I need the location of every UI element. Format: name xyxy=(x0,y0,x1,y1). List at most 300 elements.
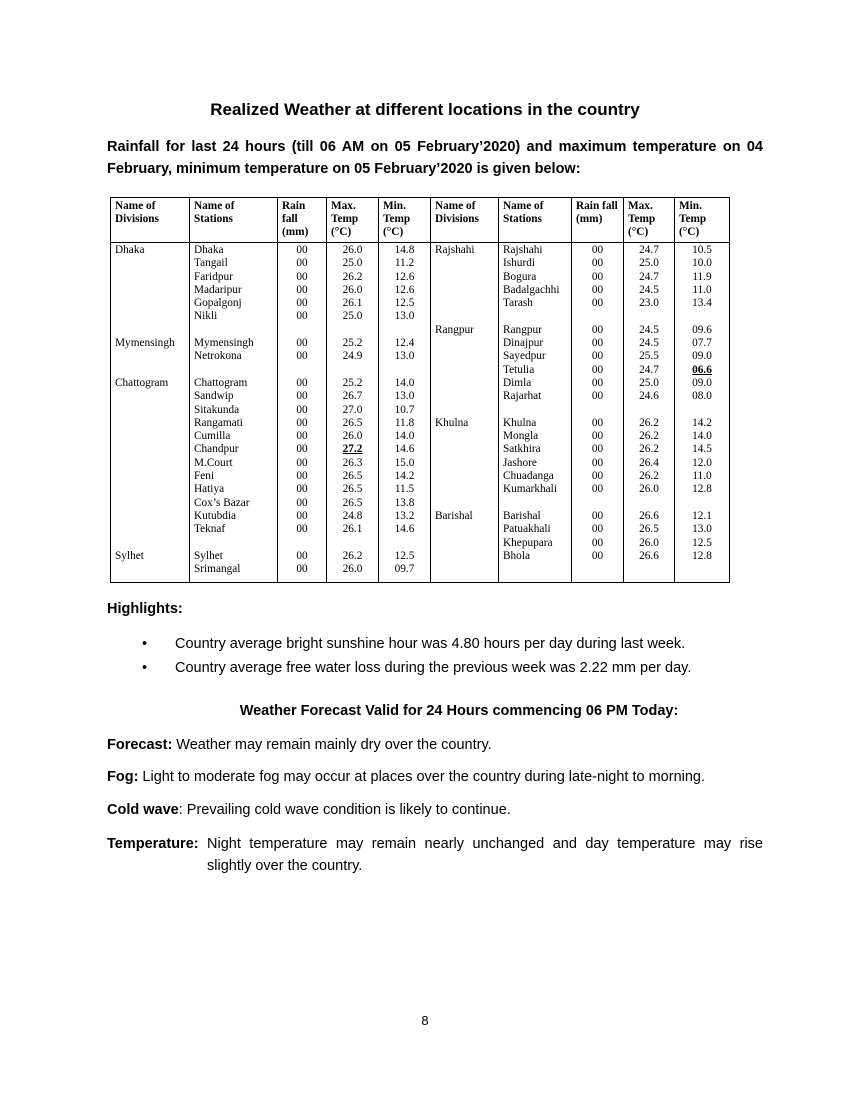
table-cell: 14.2 xyxy=(675,417,730,430)
table-cell xyxy=(111,470,190,483)
table-cell: 24.5 xyxy=(624,337,675,350)
table-cell xyxy=(499,404,572,417)
table-cell: 26.5 xyxy=(624,523,675,536)
table-cell: 26.1 xyxy=(327,523,379,536)
table-row xyxy=(111,443,730,456)
table-body xyxy=(111,243,730,583)
table-cell: 00 xyxy=(572,297,624,310)
table-cell: 00 xyxy=(278,390,327,403)
coldwave-text: : Prevailing cold wave condition is likely to continue. xyxy=(178,802,511,818)
table-cell xyxy=(431,297,499,310)
table-cell: 11.2 xyxy=(379,257,431,270)
table-cell: 00 xyxy=(278,483,327,496)
table-cell xyxy=(431,364,499,377)
table-cell xyxy=(431,483,499,496)
coldwave-label: Cold wave xyxy=(107,802,179,818)
table-cell: 13.0 xyxy=(379,310,431,323)
table-cell xyxy=(431,443,499,456)
table-cell: 13.2 xyxy=(379,510,431,523)
table-row xyxy=(111,523,730,536)
table-cell: 14.5 xyxy=(675,443,730,456)
table-cell xyxy=(624,497,675,510)
table-cell: Dinajpur xyxy=(499,337,572,350)
table-row xyxy=(111,483,730,496)
table-cell xyxy=(431,523,499,536)
table-cell: 26.0 xyxy=(624,537,675,550)
fog-text: Light to moderate fog may occur at places over the country during late-night to morning. xyxy=(138,769,706,785)
table-cell: 00 xyxy=(278,377,327,390)
table-cell: 12.1 xyxy=(675,510,730,523)
table-cell: 26.0 xyxy=(327,243,379,258)
table-cell xyxy=(111,457,190,470)
table-cell: 00 xyxy=(278,470,327,483)
table-cell xyxy=(431,284,499,297)
table-cell: Khulna xyxy=(431,417,499,430)
table-cell: 25.0 xyxy=(327,257,379,270)
temperature-label: Temperature: xyxy=(107,836,199,852)
table-cell xyxy=(111,297,190,310)
header-cell: Max. Temp (°C) xyxy=(624,198,675,243)
table-cell xyxy=(278,537,327,550)
table-cell: 14.0 xyxy=(379,377,431,390)
table-cell xyxy=(499,497,572,510)
table-cell: 26.0 xyxy=(327,430,379,443)
table-cell xyxy=(431,537,499,550)
table-row xyxy=(111,350,730,363)
table-cell: 26.6 xyxy=(624,510,675,523)
table-cell: Kutubdia xyxy=(190,510,278,523)
table-cell: 26.3 xyxy=(327,457,379,470)
table-cell xyxy=(431,310,499,323)
table-cell: Kumarkhali xyxy=(499,483,572,496)
table-cell: 00 xyxy=(572,457,624,470)
table-cell: 26.2 xyxy=(624,430,675,443)
table-cell: Cox’s Bazar xyxy=(190,497,278,510)
table-cell: 00 xyxy=(278,497,327,510)
table-cell: 26.2 xyxy=(327,550,379,563)
table-cell xyxy=(327,364,379,377)
table-cell: 24.7 xyxy=(624,271,675,284)
table-cell xyxy=(111,271,190,284)
table-cell: 25.0 xyxy=(327,310,379,323)
table-cell xyxy=(111,443,190,456)
table-cell: Rangpur xyxy=(499,324,572,337)
table-cell xyxy=(431,257,499,270)
table-cell: Barishal xyxy=(499,510,572,523)
table-cell xyxy=(111,257,190,270)
table-cell: 00 xyxy=(278,430,327,443)
table-cell: 00 xyxy=(278,310,327,323)
header-cell: Name of Stations xyxy=(499,198,572,243)
table-cell: Sayedpur xyxy=(499,350,572,363)
temperature-text: Night temperature may remain nearly unchanged and day temperature may rise slightly over the country. xyxy=(207,836,763,874)
table-cell: 07.7 xyxy=(675,337,730,350)
table-cell: 23.0 xyxy=(624,297,675,310)
table-cell: Khulna xyxy=(499,417,572,430)
table-cell: 12.6 xyxy=(379,271,431,284)
table-cell xyxy=(190,364,278,377)
header-cell: Min. Temp (°C) xyxy=(379,198,431,243)
table-cell: 12.6 xyxy=(379,284,431,297)
table-cell: Sandwip xyxy=(190,390,278,403)
table-cell: 26.0 xyxy=(327,563,379,583)
table-cell: Ishurdi xyxy=(499,257,572,270)
table-cell: 00 xyxy=(278,523,327,536)
table-cell xyxy=(278,364,327,377)
table-cell: Bhola xyxy=(499,550,572,563)
table-row xyxy=(111,377,730,390)
table-cell xyxy=(111,497,190,510)
table-row xyxy=(111,470,730,483)
table-cell xyxy=(431,350,499,363)
table-cell xyxy=(572,404,624,417)
table-cell: 25.2 xyxy=(327,337,379,350)
table-cell xyxy=(278,324,327,337)
table-cell: 24.6 xyxy=(624,390,675,403)
table-cell: 00 xyxy=(278,404,327,417)
table-cell xyxy=(572,310,624,323)
table-cell xyxy=(379,537,431,550)
header-cell: Max. Temp (°C) xyxy=(327,198,379,243)
table-cell xyxy=(431,430,499,443)
table-cell: 13.4 xyxy=(675,297,730,310)
table-cell: 13.8 xyxy=(379,497,431,510)
table-cell: Madaripur xyxy=(190,284,278,297)
table-cell xyxy=(379,364,431,377)
table-cell: Satkhira xyxy=(499,443,572,456)
bullet-icon: • xyxy=(142,636,148,652)
table-cell xyxy=(624,563,675,583)
table-cell: Badalgachhi xyxy=(499,284,572,297)
table-cell: 24.7 xyxy=(624,243,675,258)
table-cell: 00 xyxy=(278,510,327,523)
table-cell xyxy=(111,563,190,583)
table-cell: 08.0 xyxy=(675,390,730,403)
table-cell: 00 xyxy=(572,537,624,550)
header-cell: Rain fall (mm) xyxy=(278,198,327,243)
table-cell: Rangamati xyxy=(190,417,278,430)
table-cell: 00 xyxy=(572,523,624,536)
table-cell: Chattogram xyxy=(190,377,278,390)
table-cell: Netrokona xyxy=(190,350,278,363)
list-item xyxy=(142,632,691,656)
table-cell: 14.0 xyxy=(675,430,730,443)
table-row xyxy=(111,417,730,430)
table-cell: Rajarhat xyxy=(499,390,572,403)
table-cell xyxy=(327,324,379,337)
table-cell: 00 xyxy=(572,364,624,377)
table-cell: 14.6 xyxy=(379,443,431,456)
table-cell: 00 xyxy=(572,324,624,337)
table-cell: Dimla xyxy=(499,377,572,390)
table-cell xyxy=(499,563,572,583)
table-cell: 26.2 xyxy=(624,470,675,483)
table-cell: 12.4 xyxy=(379,337,431,350)
highlights-list xyxy=(142,632,691,680)
highlight-text: Country average free water loss during the previous week was 2.22 mm per day. xyxy=(175,660,692,676)
table-cell: 26.5 xyxy=(327,497,379,510)
table-cell: 10.0 xyxy=(675,257,730,270)
table-cell: 25.0 xyxy=(624,257,675,270)
table-cell: 25.0 xyxy=(624,377,675,390)
table-row xyxy=(111,563,730,583)
table-cell: 00 xyxy=(278,297,327,310)
table-cell xyxy=(111,324,190,337)
table-cell xyxy=(431,563,499,583)
table-cell: 12.8 xyxy=(675,550,730,563)
table-cell: 00 xyxy=(572,257,624,270)
table-row xyxy=(111,457,730,470)
table-cell: 24.5 xyxy=(624,284,675,297)
table-cell: 09.6 xyxy=(675,324,730,337)
table-row xyxy=(111,497,730,510)
table-cell xyxy=(572,563,624,583)
table-cell: 24.9 xyxy=(327,350,379,363)
table-cell: 00 xyxy=(572,243,624,258)
table-cell: 24.7 xyxy=(624,364,675,377)
table-cell: Mymensingh xyxy=(111,337,190,350)
forecast-text: Weather may remain mainly dry over the country. xyxy=(172,737,492,753)
table-cell: 06.6 xyxy=(675,364,730,377)
table-cell: Dhaka xyxy=(111,243,190,258)
table-cell: 00 xyxy=(572,417,624,430)
table-cell: Chuadanga xyxy=(499,470,572,483)
table-cell: 26.5 xyxy=(327,470,379,483)
table-cell: 14.0 xyxy=(379,430,431,443)
table-cell xyxy=(431,271,499,284)
forecast-paragraph xyxy=(107,734,763,756)
table-cell: 00 xyxy=(572,350,624,363)
weather-table xyxy=(110,197,730,583)
table-cell: Cumilla xyxy=(190,430,278,443)
table-cell: 13.0 xyxy=(675,523,730,536)
table-row xyxy=(111,337,730,350)
table-cell xyxy=(431,470,499,483)
table-cell: 00 xyxy=(278,443,327,456)
table-cell xyxy=(111,483,190,496)
table-cell xyxy=(111,523,190,536)
table-cell: 26.5 xyxy=(327,417,379,430)
table-cell: 24.5 xyxy=(624,324,675,337)
table-cell: 09.7 xyxy=(379,563,431,583)
table-cell: 26.2 xyxy=(327,271,379,284)
table-cell: 14.8 xyxy=(379,243,431,258)
table-cell: 00 xyxy=(278,243,327,258)
header-cell: Rain fall (mm) xyxy=(572,198,624,243)
page-number: 8 xyxy=(421,1013,429,1028)
table-row xyxy=(111,537,730,550)
table-cell: 26.6 xyxy=(624,550,675,563)
table-cell: 24.8 xyxy=(327,510,379,523)
table-cell: Jashore xyxy=(499,457,572,470)
table-cell xyxy=(675,497,730,510)
table-cell: 00 xyxy=(278,550,327,563)
table-cell: Faridpur xyxy=(190,271,278,284)
table-cell xyxy=(675,563,730,583)
table-cell: 00 xyxy=(278,457,327,470)
header-cell: Name of Stations xyxy=(190,198,278,243)
table-header-row xyxy=(111,198,730,243)
table-cell: Dhaka xyxy=(190,243,278,258)
forecast-heading: Weather Forecast Valid for 24 Hours commencing 06 PM Today: xyxy=(239,703,679,719)
table-cell: 25.2 xyxy=(327,377,379,390)
table-cell: 00 xyxy=(572,483,624,496)
table-cell: Sylhet xyxy=(111,550,190,563)
table-cell: Tangail xyxy=(190,257,278,270)
table-cell: 14.6 xyxy=(379,523,431,536)
table-row xyxy=(111,297,730,310)
table-cell: Chandpur xyxy=(190,443,278,456)
table-cell: Rajshahi xyxy=(431,243,499,258)
table-cell: 11.0 xyxy=(675,284,730,297)
table-cell: 00 xyxy=(278,350,327,363)
table-cell: 15.0 xyxy=(379,457,431,470)
table-cell: Patuakhali xyxy=(499,523,572,536)
table-cell: 26.0 xyxy=(327,284,379,297)
table-cell: 26.2 xyxy=(624,417,675,430)
table-row xyxy=(111,510,730,523)
table-cell: Sylhet xyxy=(190,550,278,563)
table-cell: 27.2 xyxy=(327,443,379,456)
coldwave-paragraph xyxy=(107,799,763,821)
table-cell: 11.9 xyxy=(675,271,730,284)
table-cell: 26.5 xyxy=(327,483,379,496)
table-row xyxy=(111,390,730,403)
table-row xyxy=(111,430,730,443)
fog-paragraph xyxy=(107,766,763,788)
table-cell: M.Court xyxy=(190,457,278,470)
table-cell: 10.5 xyxy=(675,243,730,258)
table-cell: 00 xyxy=(572,470,624,483)
table-cell: 09.0 xyxy=(675,377,730,390)
table-cell: Tarash xyxy=(499,297,572,310)
table-cell xyxy=(431,457,499,470)
table-cell: Gopalgonj xyxy=(190,297,278,310)
table-cell xyxy=(327,537,379,550)
table-row xyxy=(111,550,730,563)
table-cell xyxy=(111,310,190,323)
table-cell xyxy=(431,390,499,403)
header-cell: Name of Divisions xyxy=(111,198,190,243)
table-cell xyxy=(111,430,190,443)
table-cell xyxy=(624,310,675,323)
table-cell: Srimangal xyxy=(190,563,278,583)
table-cell xyxy=(572,497,624,510)
table-cell: 26.1 xyxy=(327,297,379,310)
table-cell xyxy=(499,310,572,323)
table-cell: Teknaf xyxy=(190,523,278,536)
table-cell: 00 xyxy=(572,443,624,456)
table-cell: 25.5 xyxy=(624,350,675,363)
table-cell: 00 xyxy=(572,510,624,523)
table-cell: 00 xyxy=(572,430,624,443)
fog-label: Fog: xyxy=(107,769,139,785)
table-cell: 00 xyxy=(572,550,624,563)
table-cell: 26.4 xyxy=(624,457,675,470)
forecast-label: Forecast: xyxy=(107,737,173,753)
table-row xyxy=(111,243,730,258)
table-row xyxy=(111,324,730,337)
table-cell xyxy=(190,537,278,550)
table-cell: 14.2 xyxy=(379,470,431,483)
table-cell xyxy=(111,350,190,363)
table-cell: 12.8 xyxy=(675,483,730,496)
table-cell: 11.0 xyxy=(675,470,730,483)
table-cell: Chattogram xyxy=(111,377,190,390)
table-cell: 00 xyxy=(278,417,327,430)
page-title: Realized Weather at different locations in the country xyxy=(210,100,640,119)
table-cell xyxy=(111,284,190,297)
table-row xyxy=(111,271,730,284)
table-cell: 00 xyxy=(572,284,624,297)
table-cell xyxy=(675,404,730,417)
list-item xyxy=(142,656,691,680)
table-cell xyxy=(431,550,499,563)
bullet-icon: • xyxy=(142,660,148,676)
table-cell: Hatiya xyxy=(190,483,278,496)
table-cell: Nikli xyxy=(190,310,278,323)
table-cell xyxy=(190,324,278,337)
table-row xyxy=(111,284,730,297)
table-row xyxy=(111,310,730,323)
table-cell: 26.0 xyxy=(624,483,675,496)
table-cell: 00 xyxy=(572,337,624,350)
table-cell xyxy=(624,404,675,417)
table-cell: 00 xyxy=(572,271,624,284)
table-cell: Mongla xyxy=(499,430,572,443)
table-cell xyxy=(111,364,190,377)
header-cell: Min. Temp (°C) xyxy=(675,198,730,243)
table-cell: 26.7 xyxy=(327,390,379,403)
highlights-heading: Highlights: xyxy=(107,601,183,617)
table-cell xyxy=(675,310,730,323)
table-cell: Tetulia xyxy=(499,364,572,377)
table-cell: 26.2 xyxy=(624,443,675,456)
table-cell: 12.5 xyxy=(675,537,730,550)
table-cell: Feni xyxy=(190,470,278,483)
table-cell xyxy=(431,377,499,390)
table-cell: Barishal xyxy=(431,510,499,523)
table-cell: Rangpur xyxy=(431,324,499,337)
table-cell xyxy=(431,497,499,510)
table-cell: 00 xyxy=(278,337,327,350)
table-cell: 12.0 xyxy=(675,457,730,470)
table-row xyxy=(111,364,730,377)
table-cell: 00 xyxy=(572,390,624,403)
table-cell: 11.8 xyxy=(379,417,431,430)
table-row xyxy=(111,404,730,417)
table-cell xyxy=(431,337,499,350)
temperature-paragraph xyxy=(107,833,763,877)
table-cell xyxy=(111,390,190,403)
table-cell: Mymensingh xyxy=(190,337,278,350)
table-cell: 27.0 xyxy=(327,404,379,417)
table-cell xyxy=(111,537,190,550)
highlight-text: Country average bright sunshine hour was 4.80 hours per day during last week. xyxy=(175,636,686,652)
table-cell: 00 xyxy=(278,257,327,270)
table-cell: 00 xyxy=(572,377,624,390)
table-cell: 10.7 xyxy=(379,404,431,417)
table-cell: 13.0 xyxy=(379,350,431,363)
table-cell xyxy=(111,417,190,430)
intro-paragraph: Rainfall for last 24 hours (till 06 AM on 05 February’2020) and maximum temperature on 04 February, minimum temperature on 05 February’2020 is given below: xyxy=(107,139,763,177)
table-cell xyxy=(431,404,499,417)
table-cell: 09.0 xyxy=(675,350,730,363)
table-cell: Bogura xyxy=(499,271,572,284)
table-cell: 12.5 xyxy=(379,550,431,563)
table-cell: Sitakunda xyxy=(190,404,278,417)
table-cell xyxy=(111,404,190,417)
